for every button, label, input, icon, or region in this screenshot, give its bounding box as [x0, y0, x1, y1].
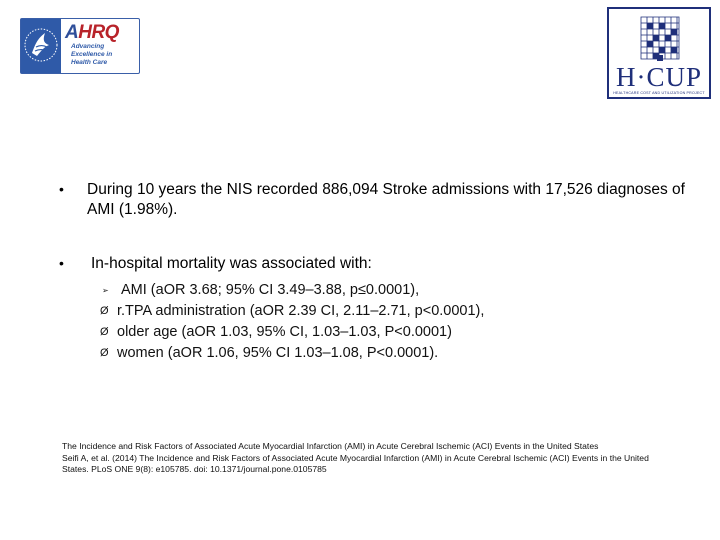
list-item	[100, 280, 660, 301]
ahrq-tagline-line: Health Care	[71, 59, 108, 66]
list-item-text: women (aOR 1.06, 95% CI 1.03–1.08, P<0.0001).	[117, 345, 439, 361]
list-item	[100, 301, 660, 322]
ahrq-tagline-line: Excellence in	[71, 51, 113, 58]
ahrq-wordmark-rest: HRQ	[78, 22, 119, 43]
bullet-text-mortality: In-hospital mortality was associated with:	[91, 255, 372, 272]
arrow-bullet-icon: Ø	[100, 305, 109, 317]
hcup-grid-icon	[637, 13, 683, 63]
bullet-text-admissions: During 10 years the NIS recorded 886,094 Stroke admissions with 17,526 diagnoses of AMI (1.98%).	[87, 181, 685, 218]
ahrq-tagline-line: Advancing	[71, 43, 105, 50]
bullet-marker: •	[59, 181, 64, 197]
list-item-text: older age (aOR 1.03, 95% CI, 1.03–1.03, P<0.0001)	[117, 324, 452, 340]
hcup-tagline: HEALTHCARE COST AND UTILIZATION PROJECT	[613, 91, 705, 95]
citation-title: The Incidence and Risk Factors of Associated Acute Myocardial Infarction (AMI) in Acute Cerebral Ischemic (ACI) Events in the United States	[62, 441, 599, 451]
list-item	[100, 322, 660, 343]
hcup-wordmark: H·CUP	[615, 62, 702, 92]
bullet-marker: •	[59, 255, 64, 271]
arrow-bullet-icon: Ø	[100, 347, 109, 359]
list-item-text: r.TPA administration (aOR 2.39 CI, 2.11–2.71, p<0.0001),	[117, 303, 485, 319]
ahrq-logo	[20, 18, 140, 74]
list-item	[100, 343, 660, 364]
mortality-factors-list	[100, 280, 660, 364]
arrow-bullet-icon: Ø	[100, 326, 109, 338]
citation	[62, 441, 662, 476]
ahrq-wordmark	[65, 23, 119, 42]
ahrq-tagline	[65, 43, 119, 67]
citation-reference: Seifi A, et al. (2014) The Incidence and Risk Factors of Associated Acute Myocardial Infarction (AMI) in Acute Cerebral Ischemic (ACI) Events in the United States. PLoS ONE 9(8): e105785. doi: 10.1371/journal.pone.0105785	[62, 452, 649, 474]
list-item-text: AMI (aOR 3.68; 95% CI 3.49–3.88, p≤0.0001),	[121, 282, 420, 298]
hcup-logo	[607, 7, 711, 99]
ahrq-wordmark-a: A	[65, 22, 79, 43]
hhs-eagle-icon	[21, 19, 61, 73]
arrow-bullet-icon: ➢	[102, 286, 109, 295]
